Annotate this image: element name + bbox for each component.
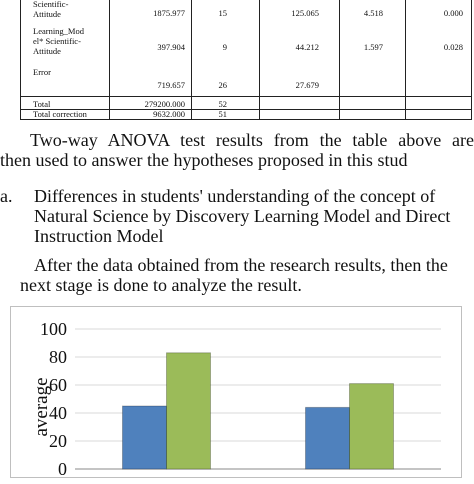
bar bbox=[123, 406, 167, 469]
list-marker: a. bbox=[0, 186, 13, 206]
y-tick-label: 100 bbox=[40, 319, 67, 339]
bar bbox=[350, 384, 394, 469]
list-item-line: Natural Science by Discovery Learning Model and Direct bbox=[34, 206, 451, 226]
paragraph-line: then used to answer the hypotheses proposed in this stud bbox=[0, 150, 408, 170]
bar bbox=[167, 353, 211, 469]
table-row-divider bbox=[21, 96, 471, 97]
mean-square-cell: 44.212 bbox=[295, 42, 319, 52]
y-tick-label: 60 bbox=[49, 375, 67, 395]
sig-cell: 0.000 bbox=[443, 8, 463, 18]
anova-table bbox=[20, 0, 472, 120]
label-line: Attitude bbox=[33, 9, 61, 19]
paragraph-line: next stage is done to analyze the result. bbox=[20, 275, 302, 295]
table-row-divider bbox=[21, 109, 471, 110]
table-row-label: Error bbox=[33, 67, 51, 77]
list-item-line: Differences in students' understanding of the concept of bbox=[34, 186, 436, 206]
bar-chart bbox=[10, 306, 462, 478]
sum-of-squares-cell: 279200.000 bbox=[144, 99, 185, 109]
df-cell: 52 bbox=[218, 99, 227, 109]
sum-of-squares-cell: 1875.977 bbox=[153, 8, 185, 18]
mean-square-cell: 27.679 bbox=[295, 80, 319, 90]
bars bbox=[123, 353, 394, 469]
y-tick-label: 20 bbox=[49, 431, 67, 451]
label-line: Scientific- bbox=[33, 0, 69, 9]
sum-of-squares-cell: 397.904 bbox=[157, 42, 185, 52]
f-cell: 1.597 bbox=[363, 42, 383, 52]
table-row-label bbox=[33, 0, 68, 19]
paragraph-line: Two-way ANOVA test results from the table above are bbox=[30, 130, 474, 150]
paragraph-line: After the data obtained from the research results, then the bbox=[34, 255, 448, 275]
label-line: Learning_Mod bbox=[33, 26, 84, 36]
y-tick-label: 0 bbox=[58, 459, 67, 479]
bar-chart-canvas bbox=[11, 307, 463, 479]
sum-of-squares-cell: 9632.000 bbox=[153, 109, 185, 119]
bar bbox=[306, 407, 350, 469]
y-axis-label: average bbox=[31, 377, 52, 437]
sig-cell: 0.028 bbox=[443, 42, 463, 52]
mean-square-cell: 125.065 bbox=[291, 8, 319, 18]
df-cell: 15 bbox=[218, 8, 227, 18]
label-line: el* Scientific- bbox=[33, 36, 81, 46]
table-row-label: Total bbox=[33, 99, 51, 109]
y-tick-label: 40 bbox=[49, 403, 67, 423]
df-cell: 51 bbox=[218, 109, 227, 119]
table-row-label: Total correction bbox=[33, 109, 87, 119]
df-cell: 26 bbox=[218, 80, 227, 90]
table-row-label bbox=[33, 26, 84, 56]
list-item-line: Instruction Model bbox=[34, 226, 164, 246]
f-cell: 4.518 bbox=[363, 8, 383, 18]
sum-of-squares-cell: 719.657 bbox=[157, 80, 185, 90]
y-tick-label: 80 bbox=[49, 347, 67, 367]
label-line: Attitude bbox=[33, 46, 61, 56]
df-cell: 9 bbox=[222, 42, 227, 52]
